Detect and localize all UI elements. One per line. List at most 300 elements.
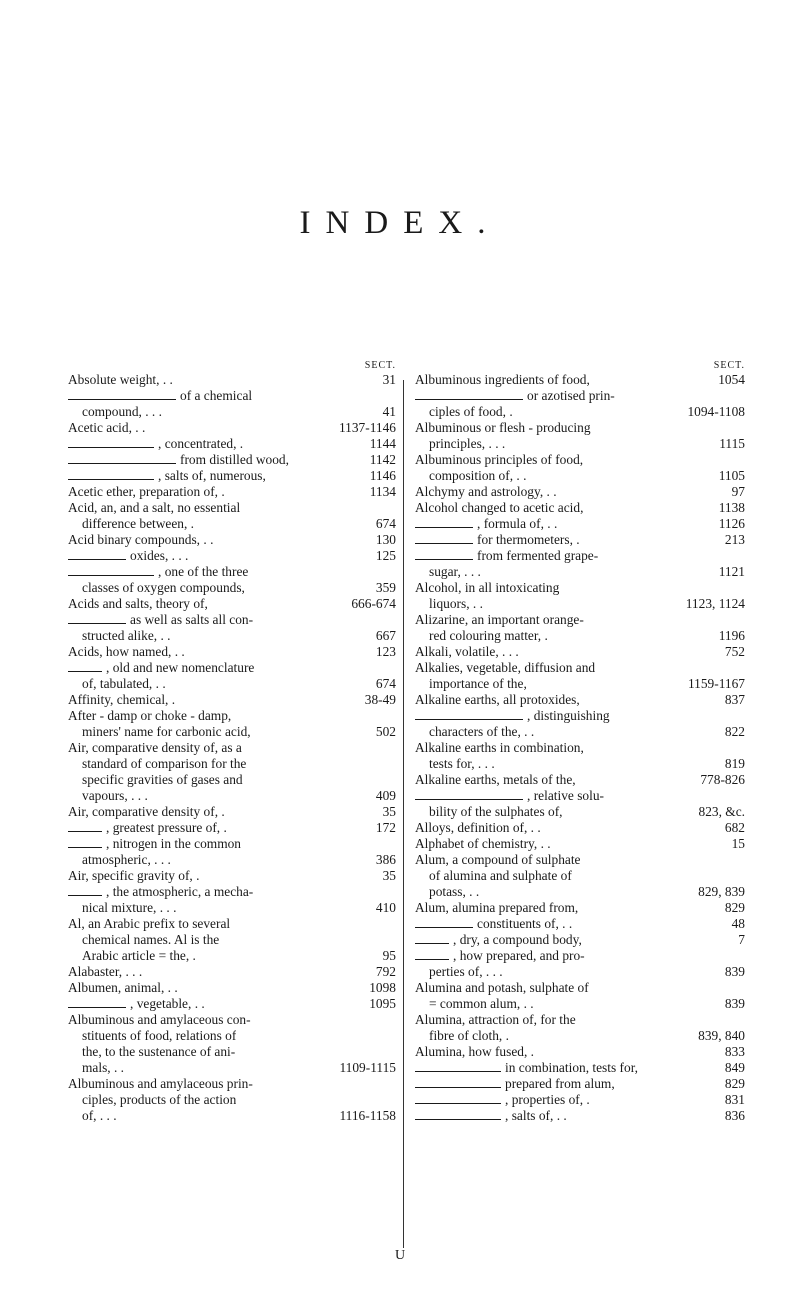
entry-text: atmospheric, . . . [82,852,171,867]
index-entry-line [68,596,396,612]
entry-text: constituents of, . . [477,916,573,931]
section-number: 31 [382,372,396,387]
index-entry-line [415,964,745,980]
ditto-dash [415,927,473,928]
index-entry-line [68,564,396,580]
index-entry [415,1060,745,1076]
index-entry [68,452,396,468]
index-entry [68,564,396,596]
entry-text: , concentrated, . [158,436,244,451]
entry-text: Alcohol, in all intoxicating [415,580,560,595]
index-entry-line [415,676,745,692]
entry-text: fibre of cloth, . [429,1028,509,1043]
section-number: 674 [375,676,396,691]
index-entry [68,692,396,708]
index-entry-line [68,868,396,884]
section-number: 823, &c. [698,804,745,819]
index-entry-line [415,724,745,740]
section-number: 1137-1146 [338,420,396,435]
index-entry-line [415,1076,745,1092]
section-number: 1146 [369,468,396,483]
index-entry [415,932,745,948]
index-entry [415,420,745,452]
index-entry [68,644,396,660]
index-entry [68,1012,396,1076]
entry-text: Affinity, chemical, . [68,692,176,707]
index-entry-line [68,548,396,564]
entry-text: of a chemical [180,388,253,403]
index-entry-line [415,532,745,548]
index-entry-line [68,724,396,740]
index-entry-line [415,436,745,452]
entry-text: from distilled wood, [180,452,289,467]
section-number: 386 [375,852,396,867]
index-entry-line [415,804,745,820]
entry-text: ciples, products of the action [82,1092,237,1107]
entry-text: for thermometers, . [477,532,580,547]
entry-text: Albumen, animal, . . [68,980,178,995]
entry-text: structed alike, . . [82,628,171,643]
entry-text: Alchymy and astrology, . . [415,484,557,499]
entry-text: Alumina and potash, sulphate of [415,980,589,995]
entry-text: or azotised prin- [527,388,615,403]
entry-text: Acids and salts, theory of, [68,596,208,611]
index-entry-line [68,820,396,836]
index-entry [68,836,396,868]
ditto-dash [68,895,102,896]
index-entry [415,980,745,1012]
index-entry-line [415,708,745,724]
section-number: 1105 [718,468,745,483]
entry-text: of, . . . [82,1108,117,1123]
index-entry-line [68,500,396,516]
entry-text: Air, comparative density of, as a [68,740,242,755]
section-number: 38-49 [364,692,396,707]
index-entry-line [68,532,396,548]
index-entry [415,452,745,484]
section-number: 409 [375,788,396,803]
entry-text: Alabaster, . . . [68,964,143,979]
section-number: 410 [375,900,396,915]
index-entry-line [415,660,745,676]
index-entry [415,740,745,772]
index-entry [415,372,745,388]
section-number: 123 [375,644,396,659]
section-number: 95 [382,948,396,963]
section-number: 819 [724,756,745,771]
section-number: 35 [382,868,396,883]
entry-text: perties of, . . . [429,964,503,979]
entry-text: , distinguishing [527,708,610,723]
index-entry-line [68,1012,396,1028]
index-entry-line [68,516,396,532]
entry-text: principles, . . . [429,436,506,451]
entry-text: , the atmospheric, a mecha- [106,884,254,899]
entry-text: , relative solu- [527,788,604,803]
index-entry-line [68,772,396,788]
section-number: 1142 [369,452,396,467]
section-number: 502 [375,724,396,739]
index-entry [68,1076,396,1124]
index-entry [415,692,745,708]
index-entry-line [415,788,745,804]
signature-mark: U [395,1248,406,1263]
ditto-dash [415,543,473,544]
index-entry [68,996,396,1012]
section-number: 829 [724,900,745,915]
entry-text: potass, . . [429,884,480,899]
index-entry-line [415,868,745,884]
index-entry-line [415,1060,745,1076]
entry-text: Albuminous and amylaceous con- [68,1012,251,1027]
index-entry [68,532,396,548]
section-number: 1115 [719,436,745,451]
entry-text: the, to the sustenance of ani- [82,1044,236,1059]
section-number: 839, 840 [698,1028,745,1043]
entry-text: standard of comparison for the [82,756,247,771]
index-column-left [68,360,396,1124]
index-entry-line [415,996,745,1012]
column-divider [403,380,404,1248]
index-entry-line [68,900,396,916]
entry-text: compound, . . . [82,404,162,419]
entry-text: Alizarine, an important orange- [415,612,584,627]
section-number: 172 [375,820,396,835]
entry-text: , dry, a compound body, [453,932,582,947]
section-number: 833 [724,1044,745,1059]
index-entry-line [68,980,396,996]
index-column-right [415,360,745,1124]
index-entry [415,580,745,612]
entry-text: composition of, . . [429,468,527,483]
index-entry [415,836,745,852]
index-entry [68,964,396,980]
index-entry-line [415,852,745,868]
section-number: 130 [375,532,396,547]
ditto-dash [415,1119,501,1120]
index-entry-line [68,788,396,804]
section-number: 359 [375,580,396,595]
section-number: 1095 [369,996,396,1011]
entry-text: Air, comparative density of, . [68,804,225,819]
index-entry-line [68,676,396,692]
ditto-dash [68,447,154,448]
entry-text: Albuminous and amylaceous prin- [68,1076,253,1091]
index-entry [415,1108,745,1124]
entry-text: Alumina, attraction of, for the [415,1012,576,1027]
entry-text: Alcohol changed to acetic acid, [415,500,584,515]
entry-text: nical mixture, . . . [82,900,177,915]
index-entry [68,372,396,388]
index-entry [415,1044,745,1060]
section-number: 778-826 [700,772,745,787]
index-entry [415,948,745,980]
ditto-dash [68,1007,126,1008]
entry-list [68,372,396,1124]
index-entry [415,900,745,916]
index-entry-line [68,660,396,676]
index-entry-line [415,500,745,516]
entry-text: importance of the, [429,676,527,691]
index-entry [68,884,396,916]
index-entry-line [415,980,745,996]
entry-text: of alumina and sulphate of [429,868,572,883]
index-entry [415,388,745,420]
section-number: 837 [724,692,745,707]
index-entry [68,708,396,740]
section-number: 1109-1115 [339,1060,396,1075]
index-entry [68,468,396,484]
index-entry [415,1092,745,1108]
index-entry [68,916,396,964]
index-entry-line [68,580,396,596]
entry-text: mals, . . [82,1060,125,1075]
index-entry [415,548,745,580]
index-entry-line [68,372,396,388]
entry-text: Alphabet of chemistry, . . [415,836,551,851]
index-entry-line [68,468,396,484]
index-entry-line [415,1028,745,1044]
index-entry-line [68,404,396,420]
section-number: 666-674 [351,596,396,611]
entry-text: red colouring matter, . [429,628,548,643]
section-number: 48 [731,916,745,931]
index-entry [68,388,396,420]
entry-text: Albuminous or flesh - producing [415,420,591,435]
index-entry [68,484,396,500]
entry-text: , vegetable, . . [130,996,205,1011]
index-entry-line [68,884,396,900]
section-number: 1094-1108 [687,404,745,419]
index-entry [68,596,396,612]
entry-text: Alloys, definition of, . . [415,820,541,835]
index-entry-line [415,1092,745,1108]
entry-text: , salts of, . . [505,1108,567,1123]
entry-text: prepared from alum, [505,1076,615,1091]
entry-text: Alum, a compound of sulphate [415,852,581,867]
index-entry-line [415,484,745,500]
index-entry [68,868,396,884]
entry-text: vapours, . . . [82,788,148,803]
index-entry [415,644,745,660]
section-number: 41 [382,404,396,419]
entry-text: Acid binary compounds, . . [68,532,214,547]
ditto-dash [68,575,154,576]
index-entry-line [68,1108,396,1124]
index-entry [415,788,745,820]
ditto-dash [68,831,102,832]
ditto-dash [68,623,126,624]
index-entry [415,612,745,644]
section-number: 125 [375,548,396,563]
index-entry-line [415,596,745,612]
index-entry-line [68,1092,396,1108]
index-entry-line [415,740,745,756]
sect-header: SECT. [713,360,745,371]
index-entry-line [415,1108,745,1124]
index-entry-line [415,1044,745,1060]
entry-text: Alkali, volatile, . . . [415,644,519,659]
index-entry-line [415,628,745,644]
index-entry-line [415,372,745,388]
section-number: 15 [731,836,745,851]
ditto-dash [68,399,176,400]
index-entry-line [68,756,396,772]
index-entry [68,980,396,996]
section-number: 1098 [369,980,396,995]
index-entry-line [68,484,396,500]
index-entry-line [415,420,745,436]
index-entry-line [415,900,745,916]
entry-text: Absolute weight, . . [68,372,173,387]
index-entry [415,772,745,788]
entry-text: Alkaline earths, metals of the, [415,772,576,787]
entry-text: Alkaline earths in combination, [415,740,584,755]
index-entry [415,820,745,836]
index-entry-line [415,948,745,964]
section-number: 822 [724,724,745,739]
entry-text: Alum, alumina prepared from, [415,900,579,915]
entry-text: Arabic article = the, . [82,948,196,963]
index-entry-line [68,1044,396,1060]
index-entry-line [415,580,745,596]
index-entry-line [68,1060,396,1076]
index-entry-line [68,916,396,932]
index-entry [68,500,396,532]
section-number: 1159-1167 [687,676,745,691]
entry-text: = common alum, . . [429,996,534,1011]
section-number: 752 [724,644,745,659]
index-entry-line [415,404,745,420]
index-entry [415,916,745,932]
entry-text: Alkalies, vegetable, diffusion and [415,660,596,675]
index-entry [68,420,396,436]
entry-text: Al, an Arabic prefix to several [68,916,231,931]
index-entry-line [68,452,396,468]
entry-text: , formula of, . . [477,516,558,531]
section-number: 829 [724,1076,745,1091]
entry-text: After - damp or choke - damp, [68,708,232,723]
index-entry-line [415,516,745,532]
section-number: 1196 [718,628,745,643]
section-number: 1054 [718,372,745,387]
ditto-dash [415,943,449,944]
index-entry [415,1012,745,1044]
index-entry [68,436,396,452]
section-number: 7 [738,932,745,947]
index-entry-line [415,884,745,900]
section-number: 829, 839 [698,884,745,899]
section-number: 1116-1158 [339,1108,396,1123]
entry-text: as well as salts all con- [130,612,254,627]
index-entry-line [415,388,745,404]
index-entry [68,740,396,804]
index-entry-line [415,612,745,628]
ditto-dash [415,719,523,720]
section-number: 674 [375,516,396,531]
index-entry [415,852,745,900]
entry-text: in combination, tests for, [505,1060,638,1075]
entry-text: Air, specific gravity of, . [68,868,200,883]
index-entry-line [68,804,396,820]
index-entry [415,500,745,516]
index-entry [68,548,396,564]
section-number: 1126 [718,516,745,531]
section-number: 667 [375,628,396,643]
index-entry-line [68,964,396,980]
ditto-dash [68,479,154,480]
entry-text: characters of the, . . [429,724,535,739]
entry-text: Acids, how named, . . [68,644,185,659]
index-entry-line [68,740,396,756]
entry-text: Acetic ether, preparation of, . [68,484,225,499]
index-entry-line [415,820,745,836]
index-entry-line [415,756,745,772]
entry-text: ciples of food, . [429,404,513,419]
entry-text: Acetic acid, . . [68,420,146,435]
index-entry-line [415,644,745,660]
entry-text: , one of the three [158,564,249,579]
index-entry [68,660,396,692]
ditto-dash [415,1087,501,1088]
ditto-dash [415,1071,501,1072]
entry-text: of, tabulated, . . [82,676,166,691]
index-entry-line [68,1028,396,1044]
index-entry-line [415,916,745,932]
entry-text: classes of oxygen compounds, [82,580,245,595]
entry-list [415,372,745,1124]
entry-text: , properties of, . [505,1092,590,1107]
index-entry [415,516,745,532]
ditto-dash [68,847,102,848]
section-number: 849 [724,1060,745,1075]
index-entry-line [68,1076,396,1092]
entry-text: Alkaline earths, all protoxides, [415,692,580,707]
ditto-dash [68,463,176,464]
index-entry-line [68,932,396,948]
index-entry [415,532,745,548]
section-number: 836 [724,1108,745,1123]
entry-text: , salts of, numerous, [158,468,266,483]
section-number: 1144 [369,436,396,451]
entry-text: Albuminous principles of food, [415,452,584,467]
section-number: 1134 [369,484,396,499]
section-number: 1121 [718,564,745,579]
ditto-dash [415,959,449,960]
index-entry [68,820,396,836]
entry-text: , greatest pressure of, . [106,820,227,835]
index-entry [68,612,396,644]
index-entry-line [68,836,396,852]
ditto-dash [68,559,126,560]
index-entry-line [68,644,396,660]
index-entry-line [68,628,396,644]
index-entry-line [415,932,745,948]
index-entry-line [68,692,396,708]
index-entry-line [68,612,396,628]
entry-text: stituents of food, relations of [82,1028,237,1043]
ditto-dash [415,559,473,560]
page-title: INDEX. [299,205,501,241]
section-number: 792 [375,964,396,979]
section-number: 839 [724,964,745,979]
index-entry [68,804,396,820]
index-entry-line [415,452,745,468]
entry-text: bility of the sulphates of, [429,804,563,819]
ditto-dash [415,527,473,528]
section-number: 682 [724,820,745,835]
index-entry-line [415,836,745,852]
